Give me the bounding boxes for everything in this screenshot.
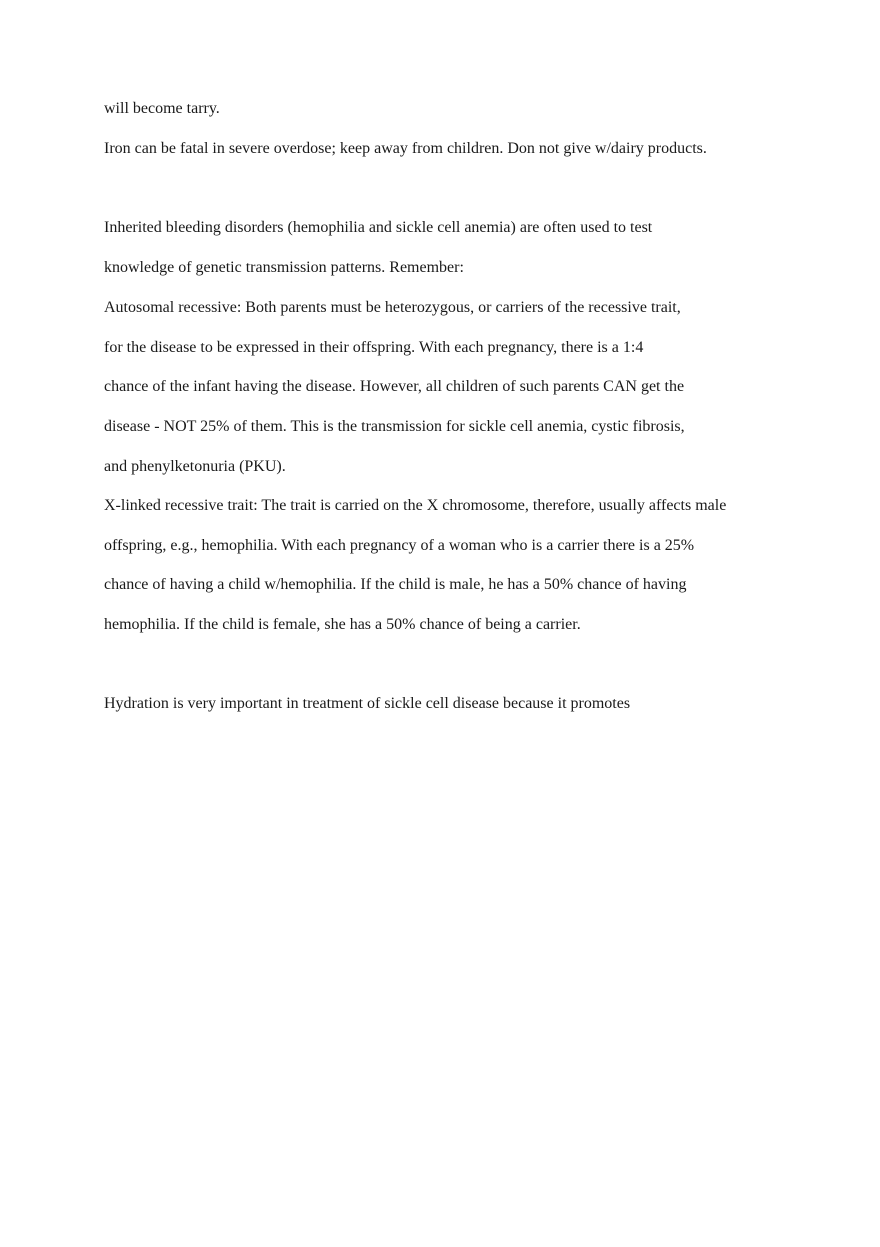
text-line: knowledge of genetic transmission patterns. Remember: (104, 259, 464, 276)
text-line: Inherited bleeding disorders (hemophilia and sickle cell anemia) are often used to test (104, 219, 653, 236)
text-line: for the disease to be expressed in their offspring. With each pregnancy, there is a 1:4 (104, 339, 644, 356)
text-line: chance of having a child w/hemophilia. If the child is male, he has a 50% chance of having (104, 576, 687, 593)
text-line: Iron can be fatal in severe overdose; keep away from children. Don not give w/dairy products. (104, 140, 707, 157)
text-line: Hydration is very important in treatment of sickle cell disease because it promotes (104, 695, 631, 712)
text-line: chance of the infant having the disease. However, all children of such parents CAN get the (104, 378, 685, 395)
text-line: hemophilia. If the child is female, she has a 50% chance of being a carrier. (104, 616, 581, 633)
text-line: and phenylketonuria (PKU). (104, 458, 286, 475)
text-line: disease - NOT 25% of them. This is the transmission for sickle cell anemia, cystic fibrosis, (104, 418, 685, 435)
text-line: Autosomal recessive: Both parents must be heterozygous, or carriers of the recessive trait, (104, 299, 681, 316)
text-line: will become tarry. (104, 100, 220, 117)
text-line: offspring, e.g., hemophilia. With each pregnancy of a woman who is a carrier there is a 25% (104, 537, 695, 554)
text-line: X-linked recessive trait: The trait is carried on the X chromosome, therefore, usually affects male (104, 497, 727, 514)
